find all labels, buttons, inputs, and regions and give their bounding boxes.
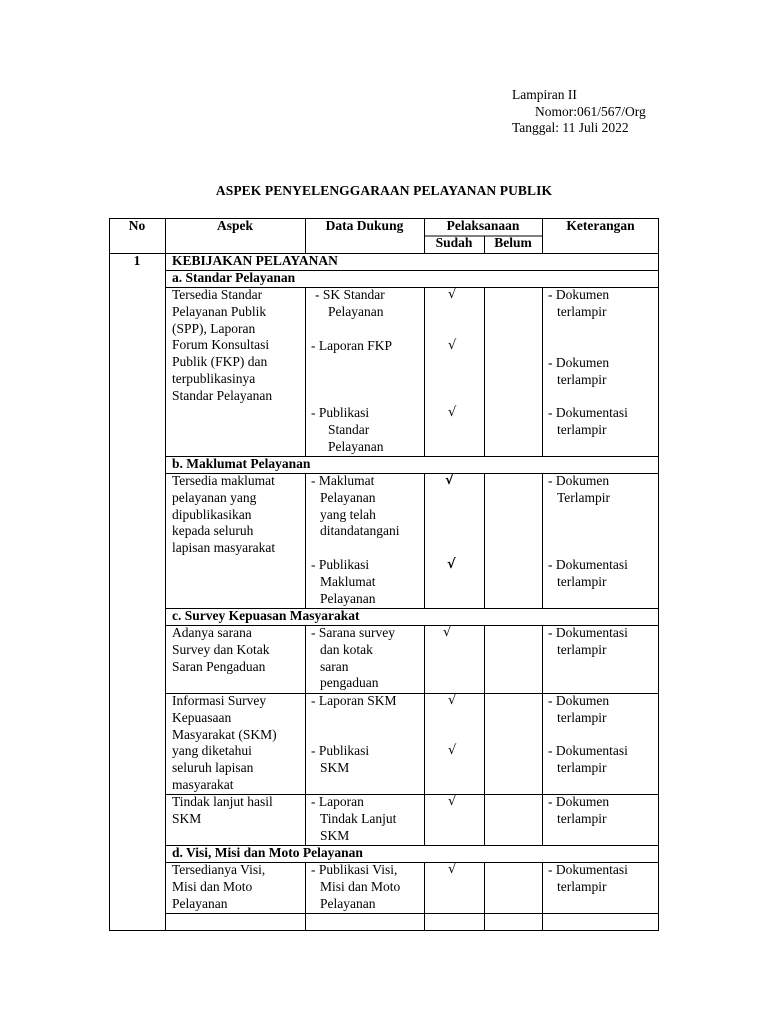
attachment-date: Tanggal: 11 Juli 2022 bbox=[512, 120, 629, 135]
aspect-table bbox=[109, 218, 659, 931]
c-r2-data-dukung-1: - Laporan SKM bbox=[311, 693, 397, 708]
col-header-keterangan: Keterangan bbox=[566, 218, 635, 233]
c-r1-keterangan: - Dokumentasi terlampir bbox=[548, 625, 628, 657]
b-check-2: √ bbox=[447, 557, 456, 572]
a-data-dukung-2: - Laporan FKP bbox=[311, 338, 392, 353]
document-title: ASPEK PENYELENGGARAAN PELAYANAN PUBLIK bbox=[215, 183, 553, 198]
d-data-dukung: - Publikasi Visi, Misi dan Moto Pelayanan bbox=[311, 862, 401, 911]
a-aspek: Tersedia Standar Pelayanan Publik (SPP), Laporan Forum Konsultasi Publik (FKP) dan terpublikasinya Standar Pelayanan bbox=[172, 287, 273, 403]
b-check-1: √ bbox=[445, 473, 454, 488]
c-r2-aspek: Informasi Survey Kepuasaan Masyarakat (SKM) yang diketahui seluruh lapisan masyarakat bbox=[172, 693, 277, 792]
attachment-number: Nomor:061/567/Org bbox=[535, 103, 646, 119]
a-keterangan-1: - Dokumen terlampir bbox=[548, 287, 610, 319]
a-keterangan-2: - Dokumen terlampir bbox=[548, 355, 610, 387]
c-r3-keterangan: - Dokumen terlampir bbox=[548, 794, 610, 826]
c-r2-check-2: √ bbox=[448, 743, 457, 758]
c-r1-aspek: Adanya sarana Survey dan Kotak Saran Pengaduan bbox=[172, 625, 270, 674]
c-r2-keterangan-2: - Dokumentasi terlampir bbox=[548, 743, 628, 775]
c-r3-check: √ bbox=[448, 794, 457, 809]
attachment-label: Lampiran II bbox=[512, 87, 577, 102]
a-check-3: √ bbox=[448, 405, 457, 420]
col-header-sudah: Sudah bbox=[435, 235, 473, 250]
col-header-belum: Belum bbox=[494, 235, 532, 250]
row-number: 1 bbox=[133, 253, 141, 268]
d-keterangan: - Dokumentasi terlampir bbox=[548, 862, 628, 894]
subsection-heading-b: b. Maklumat Pelayanan bbox=[172, 456, 311, 471]
col-header-aspek: Aspek bbox=[216, 218, 253, 233]
c-r3-data-dukung: - Laporan Tindak Lanjut SKM bbox=[311, 794, 397, 843]
c-r2-data-dukung-2: - Publikasi SKM bbox=[311, 743, 370, 775]
attachment-header bbox=[512, 87, 646, 137]
d-check: √ bbox=[448, 862, 457, 877]
c-r1-check: √ bbox=[443, 625, 452, 640]
subsection-heading-d: d. Visi, Misi dan Moto Pelayanan bbox=[172, 845, 363, 860]
col-header-no: No bbox=[128, 218, 146, 233]
d-aspek: Tersedianya Visi, Misi dan Moto Pelayanan bbox=[172, 862, 266, 911]
b-keterangan-1: - Dokumen Terlampir bbox=[548, 473, 611, 505]
subsection-heading-c: c. Survey Kepuasan Masyarakat bbox=[172, 608, 360, 623]
a-keterangan-3: - Dokumentasi terlampir bbox=[548, 405, 628, 437]
section-title: KEBIJAKAN PELAYANAN bbox=[172, 253, 338, 268]
c-r3-aspek: Tindak lanjut hasil SKM bbox=[172, 794, 273, 826]
b-data-dukung-2: - Publikasi Maklumat Pelayanan bbox=[311, 557, 376, 606]
a-data-dukung-1: - SK Standar Pelayanan bbox=[315, 287, 385, 319]
a-data-dukung-3: - Publikasi Standar Pelayanan bbox=[311, 405, 384, 454]
b-aspek: Tersedia maklumat pelayanan yang dipublikasikan kepada seluruh lapisan masyarakat bbox=[172, 473, 276, 556]
col-header-pelaksanaan: Pelaksanaan bbox=[446, 218, 520, 233]
c-r2-check-1: √ bbox=[448, 693, 457, 708]
col-header-data-dukung: Data Dukung bbox=[325, 218, 404, 233]
b-data-dukung-1: - Maklumat Pelayanan yang telah ditandatangani bbox=[311, 473, 400, 539]
a-check-1: √ bbox=[448, 287, 457, 302]
b-keterangan-2: - Dokumentasi terlampir bbox=[548, 557, 628, 589]
subsection-heading-a: a. Standar Pelayanan bbox=[172, 270, 296, 285]
c-r2-keterangan-1: - Dokumen terlampir bbox=[548, 693, 610, 725]
c-r1-data-dukung: - Sarana survey dan kotak saran pengaduan bbox=[311, 625, 395, 691]
a-check-2: √ bbox=[448, 338, 457, 353]
